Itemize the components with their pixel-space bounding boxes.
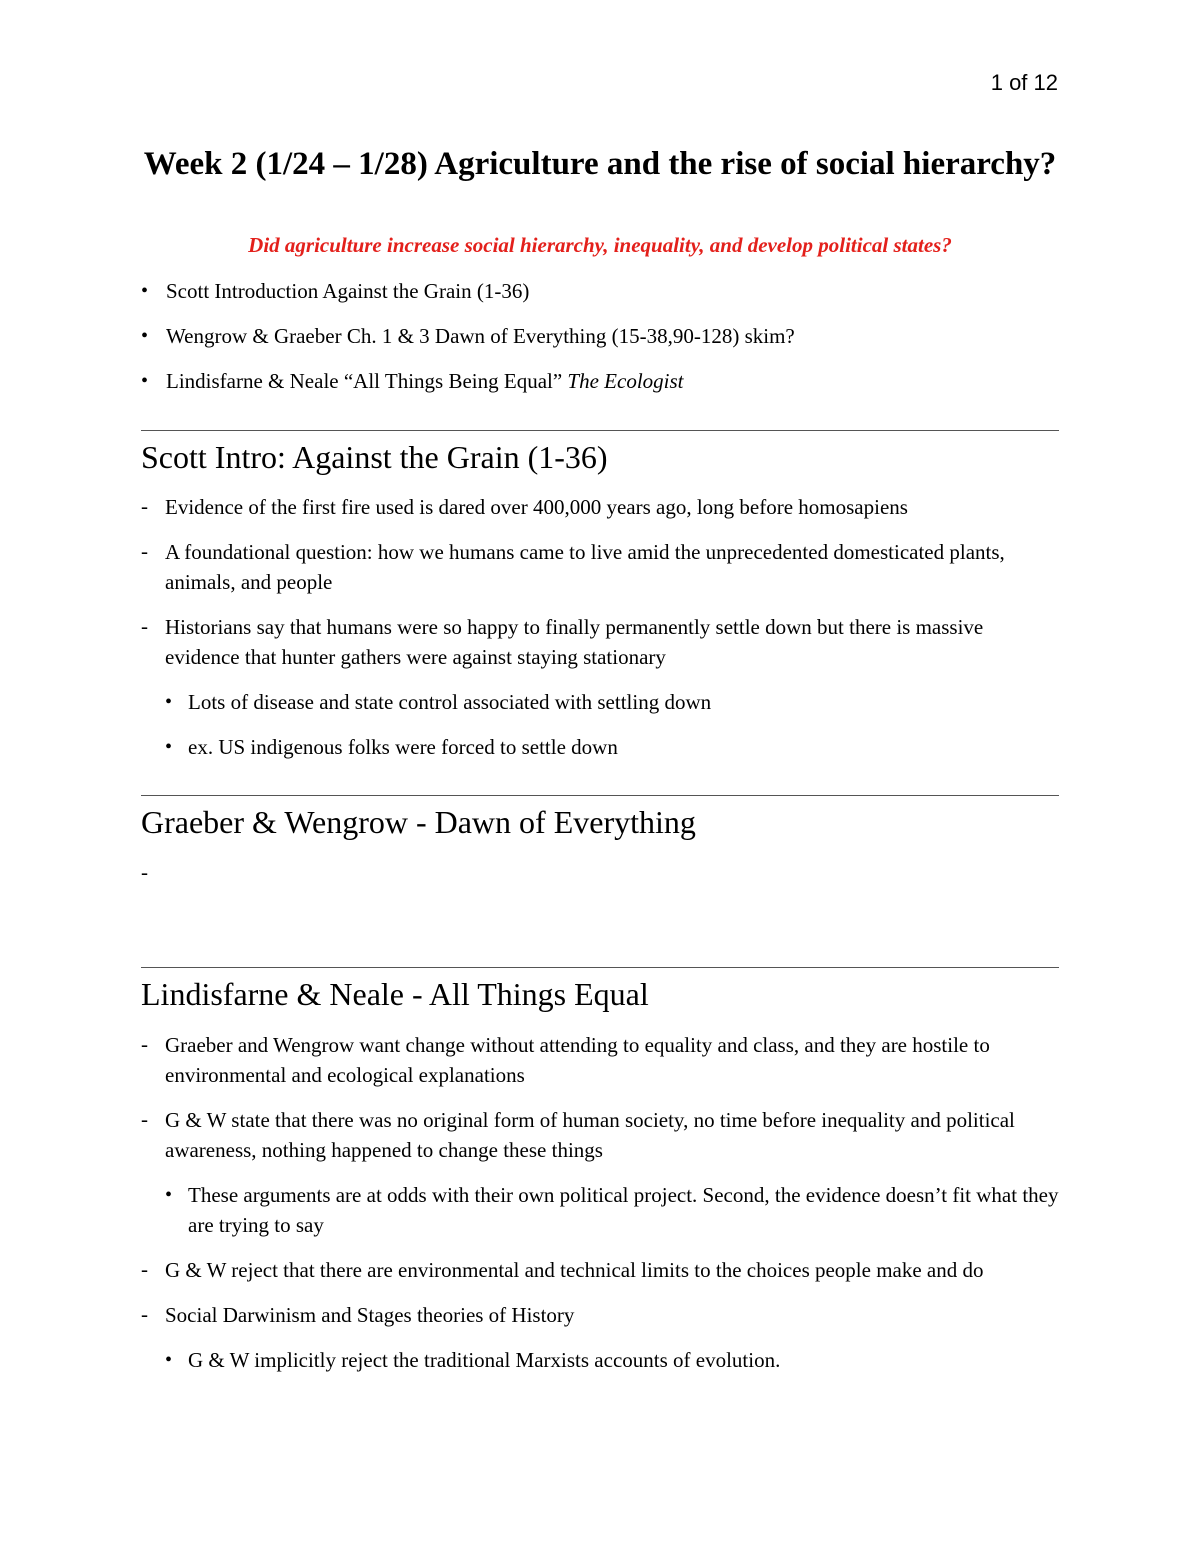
note-item: - G & W reject that there are environmental and technical limits to the choices people make and do xyxy=(141,1255,1059,1285)
scott-notes xyxy=(141,492,1059,777)
guiding-question: Did agriculture increase social hierarchy, inequality, and develop political states? xyxy=(248,233,952,257)
note-item: - A foundational question: how we humans came to live amid the unprecedented domesticated plants, animals, and people xyxy=(141,537,1059,597)
reading-item: • Scott Introduction Against the Grain (1-36) xyxy=(141,276,795,306)
sub-note-item: • These arguments are at odds with their own political project. Second, the evidence doesn’t fit what they are trying to say xyxy=(141,1180,1059,1240)
reading-item-text: Lindisfarne & Neale “All Things Being Equal” xyxy=(166,369,568,393)
sub-note-item: • G & W implicitly reject the traditional Marxists accounts of evolution. xyxy=(141,1345,1059,1375)
section-divider xyxy=(141,430,1059,431)
page-title: Week 2 (1/24 – 1/28) Agriculture and the rise of social hierarchy? xyxy=(143,146,1057,182)
note-item: - Social Darwinism and Stages theories of History xyxy=(141,1300,1059,1330)
reading-item: • Wengrow & Graeber Ch. 1 & 3 Dawn of Everything (15-38,90-128) skim? xyxy=(141,321,795,351)
page-number: 1 of 12 xyxy=(990,70,1058,95)
section-heading-scott: Scott Intro: Against the Grain (1-36) xyxy=(141,439,608,475)
sub-note-item: • Lots of disease and state control associated with settling down xyxy=(141,687,1059,717)
reading-list xyxy=(141,276,795,411)
reading-item xyxy=(141,366,795,396)
note-item: - Historians say that humans were so happy to finally permanently settle down but there is massive evidence that hunter gathers were against staying stationary xyxy=(141,612,1059,672)
section-divider xyxy=(141,795,1059,796)
note-item: - Evidence of the first fire used is dared over 400,000 years ago, long before homosapiens xyxy=(141,492,1059,522)
section-heading-lindisfarne: Lindisfarne & Neale - All Things Equal xyxy=(141,976,649,1012)
sub-note-item: • ex. US indigenous folks were forced to settle down xyxy=(141,732,1059,762)
section-divider xyxy=(141,967,1059,968)
lindisfarne-notes xyxy=(141,1030,1059,1390)
reading-source: The Ecologist xyxy=(567,369,684,393)
empty-note: - xyxy=(141,860,148,884)
section-heading-graeber: Graeber & Wengrow - Dawn of Everything xyxy=(141,804,696,840)
note-item: - Graeber and Wengrow want change without attending to equality and class, and they are hostile to environmental and ecological explanations xyxy=(141,1030,1059,1090)
note-item: - G & W state that there was no original form of human society, no time before inequality and political awareness, nothing happened to change these things xyxy=(141,1105,1059,1165)
